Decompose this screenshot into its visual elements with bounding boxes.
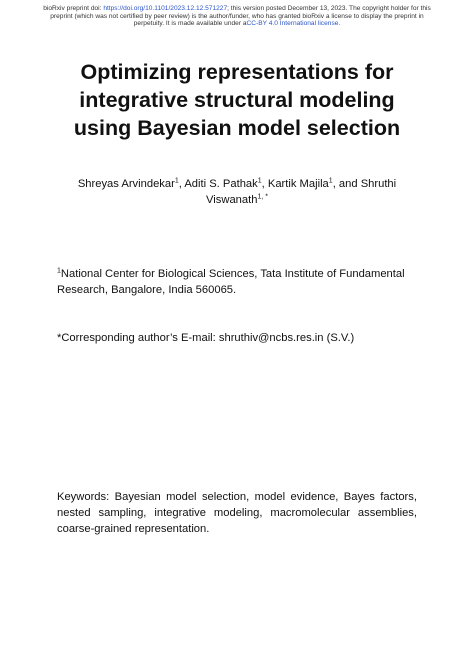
author-3: , Kartik Majila [261,178,329,190]
title-line-1: Optimizing representations for [80,60,394,84]
preprint-header [20,5,454,28]
title-line-2: integrative structural modeling [79,88,395,112]
affiliation-text: National Center for Biological Sciences, Tata Institute of Fundamental Research, Bangalore, India 560065. [57,268,405,296]
title-line-3: using Bayesian model selection [73,116,401,140]
author-4-surname: Viswanath [206,194,258,206]
keywords: Keywords: Bayesian model selection, model evidence, Bayes factors, nested sampling, integrative modeling, macromolecular assemblies, coarse-grained representation. [57,491,417,535]
header-line-1-rest: ; this version posted December 13, 2023. The copyright holder for this [227,5,431,12]
header-line-2: preprint (which was not certified by peer review) is the author/funder, who has granted bioRxiv a license to display the preprint in [50,12,424,20]
author-list [60,176,414,208]
affiliation-number: 1 [57,267,61,275]
author-4: , and Shruthi [332,178,397,190]
author-2-affil: 1 [257,177,262,185]
paper-title [40,58,434,142]
license-link[interactable]: CC-BY 4.0 International license [246,20,339,28]
doi-link[interactable]: https://doi.org/10.1101/2023.12.12.571227 [103,5,228,12]
corresponding-author: *Corresponding author’s E-mail: shruthiv@ncbs.res.in (S.V.) [57,332,355,344]
author-1-affil: 1 [174,177,179,185]
author-3-affil: 1 [328,177,333,185]
header-line-3-end: . [338,20,341,28]
header-line-1 [20,5,454,13]
affiliation [57,266,417,298]
author-2: , Aditi S. Pathak [178,178,258,190]
author-1: Shreyas Arvindekar [77,178,175,190]
header-license-prefix: perpetuity. It is made available under a [133,20,247,28]
author-4-affil: 1, * [257,193,268,201]
header-line-3 [20,20,454,28]
header-doi-prefix: bioRxiv preprint doi: [43,5,104,12]
